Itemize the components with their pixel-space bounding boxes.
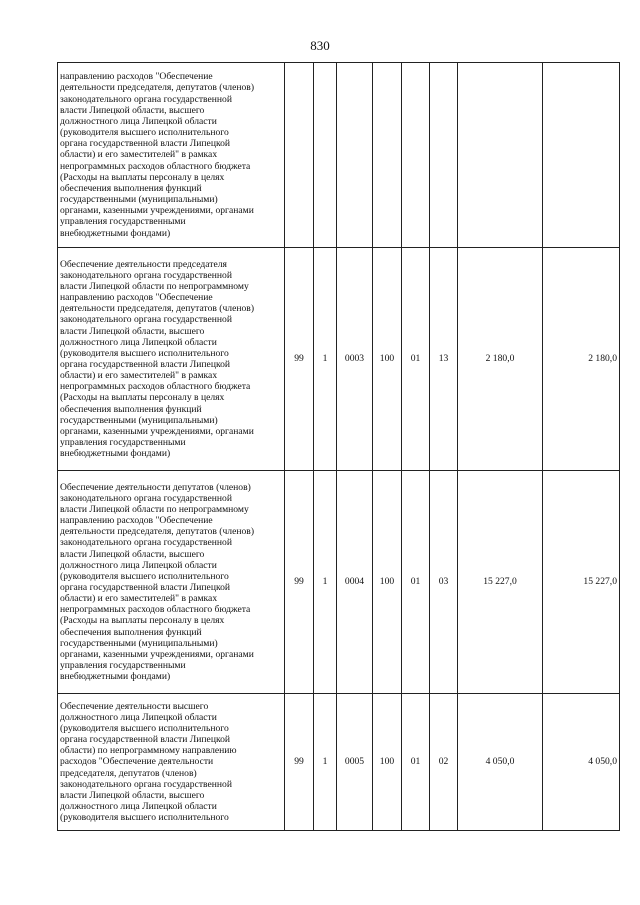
cell-subprogram: 1 [314, 694, 337, 831]
table-row [58, 63, 620, 248]
cell-expense-type: 100 [373, 471, 402, 694]
row-description: направлению расходов "Обеспечение деятельности председателя, депутатов (членов) законодательного органа государственной власти Липецкой области, высшего должностного лица Липецкой области (руководителя высшего исполнительного органа государственной власти Липецкой области) и его заместителей" в рамках непрограммных расходов областного бюджета (Расходы на выплаты персоналу в целях обеспечения выполнения функций государственными (муниципальными) органами, казенными учреждениями, органами управления государственными внебюджетными фондами) [58, 63, 285, 248]
cell-subprogram: 1 [314, 248, 337, 471]
cell-amount: 15 227,0 [458, 471, 543, 694]
cell-subsection [430, 63, 458, 248]
table-row [58, 471, 620, 694]
row-description: Обеспечение деятельности председателя законодательного органа государственной власти Липецкой области по непрограммному направлению расходов "Обеспечение деятельности председателя, депутатов (членов) законодательного органа государственной власти Липецкой области, высшего должностного лица Липецкой области (руководителя высшего исполнительного органа государственной власти Липецкой области) и его заместителей" в рамках непрограммных расходов областного бюджета (Расходы на выплаты персоналу в целях обеспечения выполнения функций государственными (муниципальными) органами, казенными учреждениями, органами управления государственными внебюджетными фондами) [58, 248, 285, 471]
cell-subprogram: 1 [314, 471, 337, 694]
cell-direction: 0003 [337, 248, 373, 471]
cell-section: 01 [402, 471, 430, 694]
page-number: 830 [310, 38, 330, 53]
cell-program: 99 [285, 471, 314, 694]
cell-program: 99 [285, 694, 314, 831]
cell-expense-type: 100 [373, 248, 402, 471]
cell-amount-total [543, 63, 620, 248]
cell-subsection: 02 [430, 694, 458, 831]
cell-amount-total: 4 050,0 [543, 694, 620, 831]
cell-direction: 0004 [337, 471, 373, 694]
row-description: Обеспечение деятельности высшего должностного лица Липецкой области (руководителя высшего исполнительного органа государственной власти Липецкой области) по непрограммному направлению расходов "Обеспечение деятельности председателя, депутатов (членов) законодательного органа государственной власти Липецкой области, высшего должностного лица Липецкой области (руководителя высшего исполнительного [58, 694, 285, 831]
table-row [58, 248, 620, 471]
cell-amount: 2 180,0 [458, 248, 543, 471]
cell-direction [337, 63, 373, 248]
cell-program [285, 63, 314, 248]
cell-amount: 4 050,0 [458, 694, 543, 831]
budget-table [57, 62, 620, 831]
cell-direction: 0005 [337, 694, 373, 831]
cell-expense-type [373, 63, 402, 248]
table-row [58, 694, 620, 831]
row-description: Обеспечение деятельности депутатов (членов) законодательного органа государственной власти Липецкой области по непрограммному направлению расходов "Обеспечение деятельности председателя, депутатов (членов) законодательного органа государственной власти Липецкой области, высшего должностного лица Липецкой области (руководителя высшего исполнительного органа государственной власти Липецкой области) и его заместителей" в рамках непрограммных расходов областного бюджета (Расходы на выплаты персоналу в целях обеспечения выполнения функций государственными (муниципальными) органами, казенными учреждениями, органами управления государственными внебюджетными фондами) [58, 471, 285, 694]
cell-section: 01 [402, 694, 430, 831]
cell-subsection: 03 [430, 471, 458, 694]
cell-subprogram [314, 63, 337, 248]
cell-amount [458, 63, 543, 248]
cell-section: 01 [402, 248, 430, 471]
cell-amount-total: 15 227,0 [543, 471, 620, 694]
cell-subsection: 13 [430, 248, 458, 471]
cell-amount-total: 2 180,0 [543, 248, 620, 471]
cell-section [402, 63, 430, 248]
cell-program: 99 [285, 248, 314, 471]
cell-expense-type: 100 [373, 694, 402, 831]
